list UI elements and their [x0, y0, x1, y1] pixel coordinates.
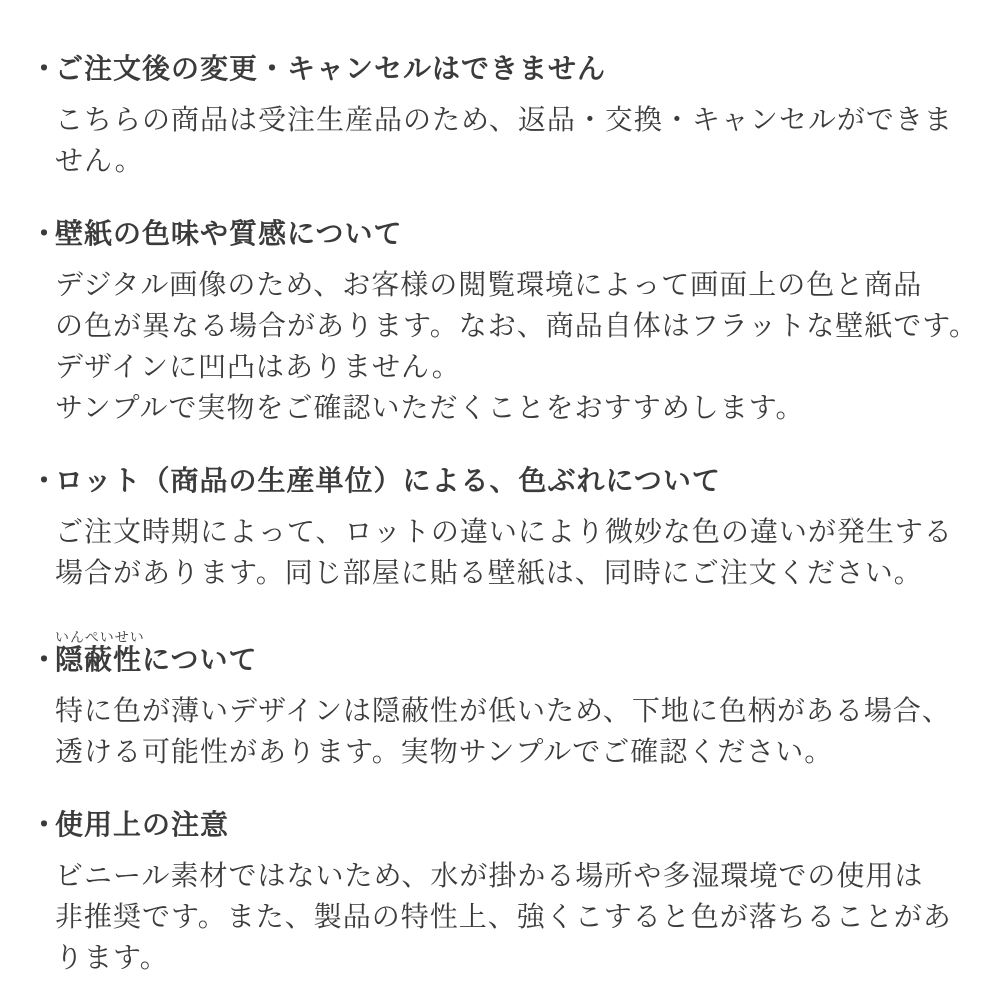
- section-heading: [30, 629, 975, 677]
- body-line: ご注文時期によって、ロットの違いにより微妙な色の違いが発生する: [55, 516, 953, 547]
- heading-suffix: について: [142, 644, 258, 675]
- heading-ruby: [55, 629, 145, 675]
- section-heading: [30, 464, 975, 498]
- body-line: の色が異なる場合があります。なお、商品自体はフラットな壁紙です。: [55, 310, 978, 341]
- section-heading: [30, 217, 975, 251]
- notice-section-lot-color-variation: [30, 464, 975, 593]
- body-line: こちらの商品は受注生産品のため、返品・交換・キャンセルができま: [55, 104, 953, 135]
- section-heading: [30, 52, 975, 86]
- notice-section-cancellation: [30, 52, 975, 181]
- section-body: [55, 855, 975, 978]
- bullet-marker: ・: [30, 644, 60, 675]
- body-line: せん。: [55, 145, 144, 176]
- section-heading: [30, 808, 975, 842]
- body-line: デザインに凹凸はありません。: [55, 351, 461, 382]
- bullet-marker: ・: [30, 465, 60, 496]
- notice-section-opacity: [30, 629, 975, 772]
- section-body: [55, 511, 975, 593]
- body-line: 非推奨です。また、製品の特性上、強くこすると色が落ちることがあ: [55, 901, 952, 932]
- notice-section-usage-precautions: [30, 808, 975, 978]
- section-body: [55, 264, 978, 428]
- body-line: ります。: [55, 942, 169, 973]
- notice-section-color-texture: [30, 217, 978, 428]
- body-line: デジタル画像のため、お客様の閲覧環境によって画面上の色と商品: [55, 269, 923, 300]
- bullet-marker: ・: [30, 218, 60, 249]
- section-body: [55, 99, 975, 181]
- section-heading-text: [55, 629, 257, 677]
- section-heading-text: 使用上の注意: [55, 809, 230, 840]
- body-line: 特に色が薄いデザインは隠蔽性が低いため、下地に色柄がある場合、: [55, 695, 951, 726]
- section-heading-text: 壁紙の色味や質感について: [55, 218, 403, 249]
- heading-ruby-base: 隠蔽性: [55, 644, 145, 675]
- body-line: ビニール素材ではないため、水が掛かる場所や多湿環境での使用は: [55, 860, 924, 891]
- heading-furigana: いんぺいせい: [55, 629, 145, 645]
- bullet-marker: ・: [30, 809, 60, 840]
- bullet-marker: ・: [30, 53, 60, 84]
- section-heading-text: ロット（商品の生産単位）による、色ぶれについて: [55, 465, 721, 496]
- body-line: サンプルで実物をご確認いただくことをおすすめします。: [55, 392, 805, 423]
- section-heading-text: ご注文後の変更・キャンセルはできません: [55, 53, 607, 84]
- body-line: 場合があります。同じ部屋に貼る壁紙は、同時にご注文ください。: [55, 557, 923, 588]
- body-line: 透ける可能性があります。実物サンプルでご確認ください。: [55, 736, 834, 767]
- section-body: [55, 690, 975, 772]
